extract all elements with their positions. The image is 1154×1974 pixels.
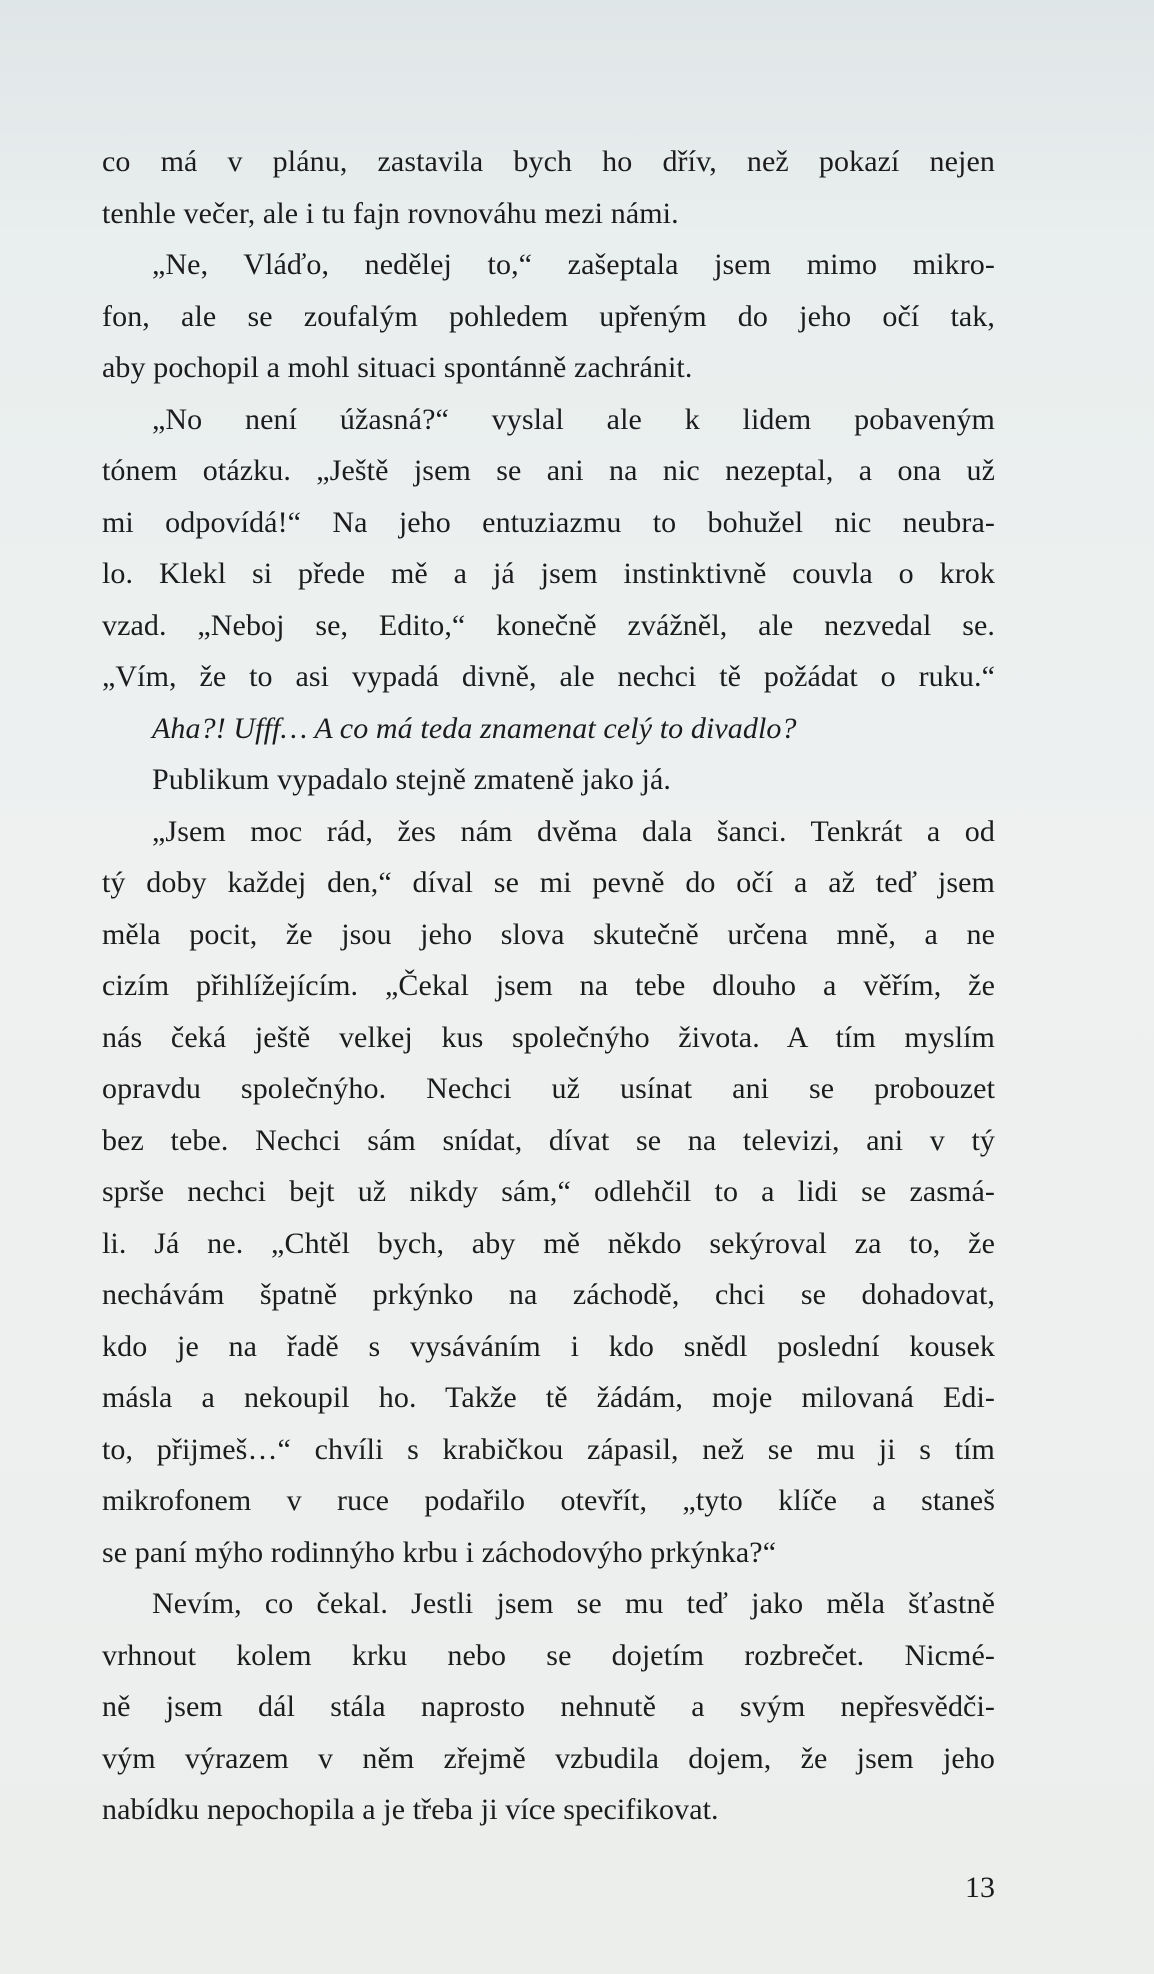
body-text — [102, 136, 995, 1836]
text-line: mikrofonem v ruce podařilo otevřít, „tyto klíče a staneš — [102, 1484, 995, 1517]
text-line: „No není úžasná?“ vyslal ale k lidem pobaveným — [152, 402, 995, 436]
text-line: „Ne, Vláďo, nedělej to,“ zašeptala jsem mimo mikro- — [152, 248, 995, 281]
text-line: co má v plánu, zastavila bych ho dřív, než pokazí nejen — [102, 145, 995, 178]
text-line: nás čeká ještě velkej kus společnýho života. A tím myslím — [102, 1020, 995, 1054]
text-line: nechávám špatně prkýnko na záchodě, chci se dohadovat, — [102, 1278, 995, 1311]
text-line: „Jsem moc rád, žes nám dvěma dala šanci. Tenkrát a od — [152, 814, 995, 848]
text-line: fon, ale se zoufalým pohledem upřeným do jeho očí tak, — [102, 299, 995, 333]
text-line: se paní mýho rodinnýho krbu i záchodovýho prkýnka?“ — [102, 1535, 777, 1569]
text-line: měla pocit, že jsou jeho slova skutečně určena mně, a ne — [102, 917, 995, 951]
text-line: sprše nechci bejt už nikdy sám,“ odlehčil to a lidi se zasmá- — [102, 1175, 995, 1208]
text-line: vrhnout kolem krku nebo se dojetím rozbrečet. Nicmé- — [102, 1638, 995, 1672]
page-number: 13 — [965, 1871, 995, 1904]
text-line: Aha?! Ufff… A co má teda znamenat celý to divadlo? — [152, 711, 797, 745]
text-line: bez tebe. Nechci sám snídat, dívat se na televizi, ani v tý — [102, 1123, 995, 1157]
text-line: aby pochopil a mohl situaci spontánně zachránit. — [102, 351, 693, 384]
text-line: tónem otázku. „Ještě jsem se ani na nic nezeptal, a ona už — [102, 454, 995, 487]
text-line: cizím přihlížejícím. „Čekal jsem na tebe dlouho a věřím, že — [102, 969, 995, 1002]
text-line: opravdu společnýho. Nechci už usínat ani se probouzet — [102, 1072, 995, 1105]
text-line: ně jsem dál stála naprosto nehnutě a svým nepřesvědči- — [102, 1690, 995, 1723]
text-line: mi odpovídá!“ Na jeho entuziazmu to bohužel nic neubra- — [102, 505, 995, 539]
text-line: Publikum vypadalo stejně zmateně jako já. — [152, 763, 671, 796]
text-line: vzad. „Neboj se, Edito,“ konečně zvážněl, ale nezvedal se. — [102, 608, 995, 642]
text-line: másla a nekoupil ho. Takže tě žádám, moje milovaná Edi- — [102, 1381, 995, 1414]
text-line: „Vím, že to asi vypadá divně, ale nechci tě požádat o ruku.“ — [102, 660, 995, 693]
text-line: Nevím, co čekal. Jestli jsem se mu teď jako měla šťastně — [152, 1587, 995, 1620]
text-line: tenhle večer, ale i tu fajn rovnováhu mezi námi. — [102, 196, 679, 230]
text-line: vým výrazem v něm zřejmě vzbudila dojem, že jsem jeho — [102, 1741, 995, 1775]
text-line: li. Já ne. „Chtěl bych, aby mě někdo sekýroval za to, že — [102, 1226, 995, 1260]
text-line: nabídku nepochopila a je třeba ji více specifikovat. — [102, 1793, 719, 1826]
text-line: to, přijmeš…“ chvíli s krabičkou zápasil, než se mu ji s tím — [102, 1432, 995, 1466]
text-line: kdo je na řadě s vysáváním i kdo snědl poslední kousek — [102, 1329, 995, 1363]
text-line: lo. Klekl si přede mě a já jsem instinktivně couvla o krok — [102, 557, 995, 590]
text-line: tý doby každej den,“ díval se mi pevně do očí a až teď jsem — [102, 866, 995, 899]
